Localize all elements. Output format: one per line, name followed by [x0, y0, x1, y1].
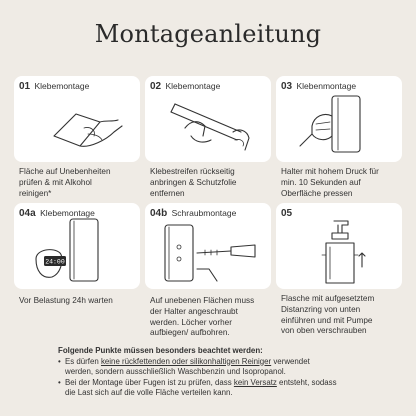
step-description-05: Flasche mit aufgesetztem Distanzring von unten einführen und mit Pumpe von oben verschrauben [281, 294, 375, 336]
step-card-04b [145, 203, 271, 289]
step-card-04a [14, 203, 140, 289]
notes-heading: Folgende Punkte müssen besonders beachtet werden: [58, 346, 263, 355]
clock-time: 24:00 [45, 258, 65, 266]
step-number: 03 [281, 81, 293, 92]
step-description-04a: Vor Belastung 24h warten [19, 296, 113, 305]
step-card-01 [14, 76, 140, 162]
step-number: 04b [150, 208, 168, 219]
wait-24h-illustration [14, 203, 140, 289]
step-type: Klebemontage [40, 208, 95, 218]
step-number: 05 [281, 208, 293, 219]
page-title: Montageanleitung [94, 20, 322, 48]
screw-mount-illustration [145, 203, 271, 289]
step-number: 01 [19, 81, 31, 92]
note-item: • Es dürfen keine rückfettenden oder silikonhaltigen Reiniger verwendet werden, sondern ausschließlich Waschbenzin und Isopropanol. [58, 357, 378, 378]
peel-tape-illustration [145, 76, 271, 162]
step-number: 02 [150, 81, 162, 92]
insert-bottle-illustration [276, 203, 402, 289]
step-card-02 [145, 76, 271, 162]
step-description-04b: Auf unebenen Flächen muss der Halter angeschraubt werden. Löcher vorher aufbiegen/ aufbohren. [150, 296, 255, 338]
important-notes [58, 346, 378, 399]
step-type: Schraubmontage [171, 208, 237, 218]
step-number: 04a [19, 208, 36, 219]
step-description-02: Klebestreifen rückseitig anbringen & Schutzfolie entfernen [150, 167, 237, 198]
wipe-surface-illustration [14, 76, 140, 162]
press-holder-illustration [276, 76, 402, 162]
step-card-05 [276, 203, 402, 289]
step-card-03 [276, 76, 402, 162]
step-type: Klebemontage [34, 81, 90, 91]
note-item: • Bei der Montage über Fugen ist zu prüfen, dass kein Versatz entsteht, sodass die Last sich auf die volle Fläche verteilen kann. [58, 378, 378, 399]
step-description-03: Halter mit hohem Druck für min. 10 Sekunden auf Oberfläche pressen [281, 167, 379, 198]
step-description-01: Fläche auf Unebenheiten prüfen & mit Alkohol reinigen* [19, 167, 111, 198]
step-type: Klebenmontage [296, 81, 357, 91]
step-type: Klebemontage [165, 81, 221, 91]
